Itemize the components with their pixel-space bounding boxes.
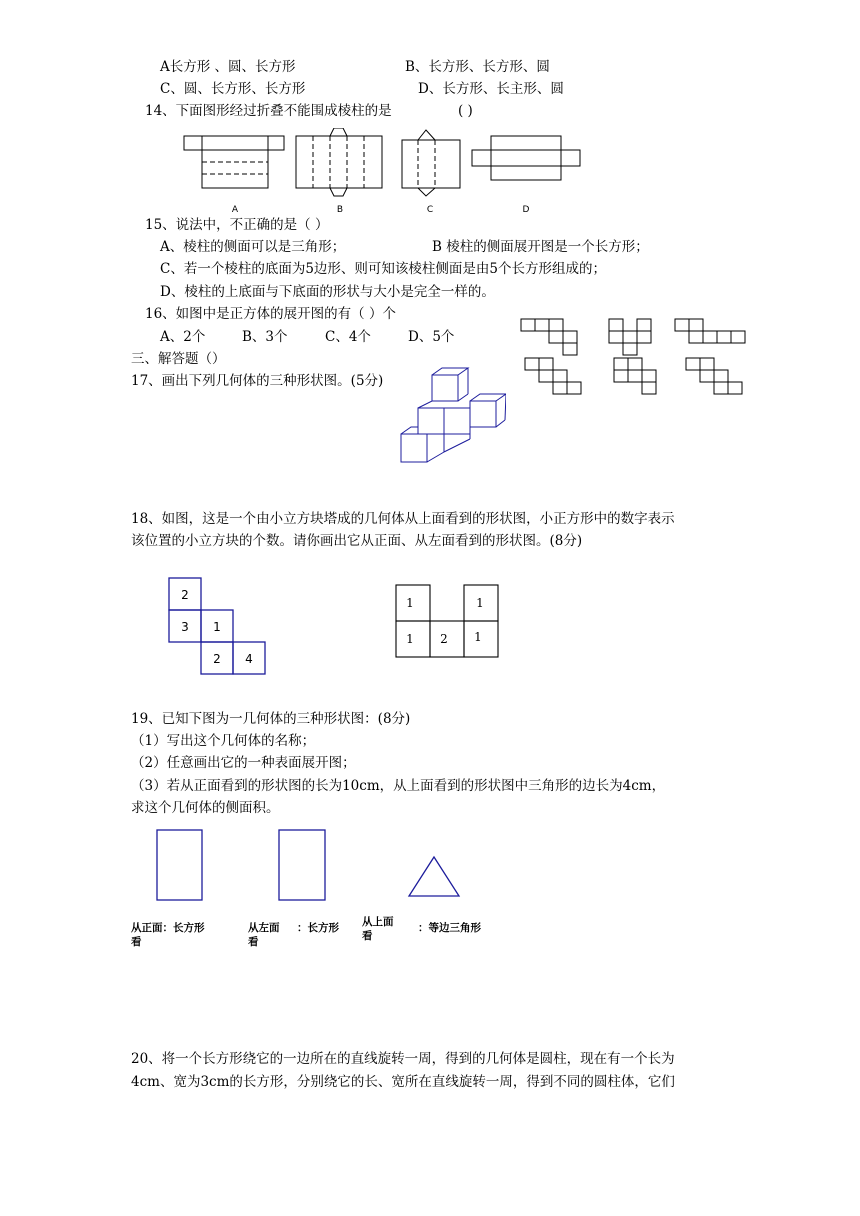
q15-option-c: C、若一个棱柱的底面为5边形、则可知该棱柱侧面是由5个长方形组成的； bbox=[160, 261, 607, 277]
q19-front-view-rect bbox=[157, 830, 202, 900]
q16-option-a: A、2个 bbox=[160, 329, 206, 345]
q17-solid-figure bbox=[398, 364, 506, 466]
q16-option-c: C、4个 bbox=[325, 329, 371, 345]
q18-left-cell-2: 3 bbox=[181, 620, 189, 634]
q18-view-grid-right bbox=[394, 583, 502, 659]
q19-part-2: （2）任意画出它的一种表面展开图； bbox=[131, 755, 356, 771]
q14-net-b bbox=[296, 128, 382, 196]
q19-caption-left: 从左面 bbox=[248, 922, 280, 934]
q19-caption-top-2: 看 bbox=[362, 930, 373, 942]
q19-caption-left-2: 看 bbox=[248, 936, 259, 948]
q17-top-cube bbox=[432, 368, 468, 401]
q14-answer-paren: ( ) bbox=[458, 103, 473, 119]
q16-net-2 bbox=[609, 319, 651, 355]
q13-option-a: A长方形 、圆、长方形 bbox=[160, 59, 296, 75]
q18-line-2: 该位置的小立方块的个数。请你画出它从正面、从左面看到的形状图。(8分) bbox=[131, 533, 583, 549]
q18-right-cell-1: 1 bbox=[406, 596, 414, 610]
q15-option-b: B 棱柱的侧面展开图是一个长方形； bbox=[432, 239, 649, 255]
q14-label-c: C bbox=[426, 205, 434, 215]
q14-net-d bbox=[472, 136, 580, 180]
q16-cube-nets-figure bbox=[518, 316, 748, 400]
q19-part-1: （1）写出这个几何体的名称； bbox=[131, 733, 316, 749]
q13-option-d: D、长方形、长主形、圆 bbox=[418, 81, 564, 97]
q19-caption-left-3: ：长方形 bbox=[297, 922, 339, 934]
q16-net-6 bbox=[686, 358, 742, 394]
q19-caption-top-3: ：等边三角形 bbox=[418, 922, 481, 934]
q15-option-a: A、棱柱的侧面可以是三角形； bbox=[160, 239, 346, 255]
q18-left-cell-4: 2 bbox=[213, 652, 221, 666]
q19-left-view-rect bbox=[279, 830, 325, 900]
q19-caption-top: 从上面 bbox=[362, 916, 394, 928]
q16-stem: 16、如图中是正方体的展开图的有（ ）个 bbox=[145, 306, 396, 322]
q15-option-d: D、棱柱的上底面与下底面的形状与大小是完全一样的。 bbox=[160, 284, 495, 300]
q19-top-view-triangle bbox=[409, 857, 459, 896]
q15-stem: 15、说法中，不正确的是（ ） bbox=[145, 217, 329, 233]
q17-middle-cubes bbox=[418, 394, 506, 434]
q16-net-1 bbox=[521, 319, 577, 355]
q14-label-a: A bbox=[231, 205, 239, 215]
q18-right-cell-4: 2 bbox=[440, 632, 448, 646]
q18-top-view-grid bbox=[168, 575, 268, 677]
q18-left-cell-3: 1 bbox=[213, 620, 221, 634]
q19-part-4: 求这个几何体的侧面积。 bbox=[131, 800, 280, 816]
q17-stem: 17、画出下列几何体的三种形状图。(5分) bbox=[131, 373, 384, 389]
q16-option-d: D、5个 bbox=[408, 329, 455, 345]
q14-stem: 14、下面图形经过折叠不能围成棱柱的是 bbox=[145, 103, 392, 119]
q20-line-2: 4cm、宽为3cm的长方形，分别绕它的长、宽所在直线旋转一周，得到不同的圆柱体，它们 bbox=[131, 1074, 675, 1090]
q18-left-cell-1: 2 bbox=[181, 588, 189, 602]
q18-left-cell-5: 4 bbox=[245, 652, 253, 666]
q19-three-views-figure bbox=[150, 826, 470, 906]
q19-stem: 19、已知下图为一几何体的三种形状图：(8分) bbox=[131, 711, 411, 727]
q14-net-a bbox=[184, 136, 284, 188]
q19-caption-front: 从正面：长方形 bbox=[131, 922, 205, 934]
section3-title: 三、解答题（） bbox=[131, 351, 226, 367]
q13-option-b: B、长方形、长方形、圆 bbox=[405, 59, 550, 75]
q14-net-c bbox=[402, 130, 460, 196]
q18-right-cell-5: 1 bbox=[474, 630, 482, 644]
q13-option-c: C、圆、长方形、长方形 bbox=[160, 81, 306, 97]
q14-nets-figure bbox=[180, 128, 590, 216]
q18-right-cell-2: 1 bbox=[476, 596, 484, 610]
q19-part-3: （3）若从正面看到的形状图的长为10cm，从上面看到的形状图中三角形的边长为4cm， bbox=[131, 778, 666, 794]
q14-label-b: B bbox=[336, 205, 344, 215]
q16-option-b: B、3个 bbox=[242, 329, 288, 345]
q16-net-4 bbox=[525, 358, 581, 394]
q16-net-3 bbox=[675, 319, 745, 343]
q17-bottom-cube bbox=[401, 427, 470, 462]
q20-line-1: 20、将一个长方形绕它的一边所在的直线旋转一周，得到的几何体是圆柱，现在有一个长为 bbox=[131, 1051, 675, 1067]
q19-caption-front-2: 看 bbox=[131, 936, 142, 948]
q18-line-1: 18、如图，这是一个由小立方块塔成的几何体从上面看到的形状图，小正方形中的数字表示 bbox=[131, 511, 675, 527]
q18-right-cell-3: 1 bbox=[406, 632, 414, 646]
q16-net-5 bbox=[614, 358, 656, 394]
q14-label-d: D bbox=[522, 205, 530, 215]
